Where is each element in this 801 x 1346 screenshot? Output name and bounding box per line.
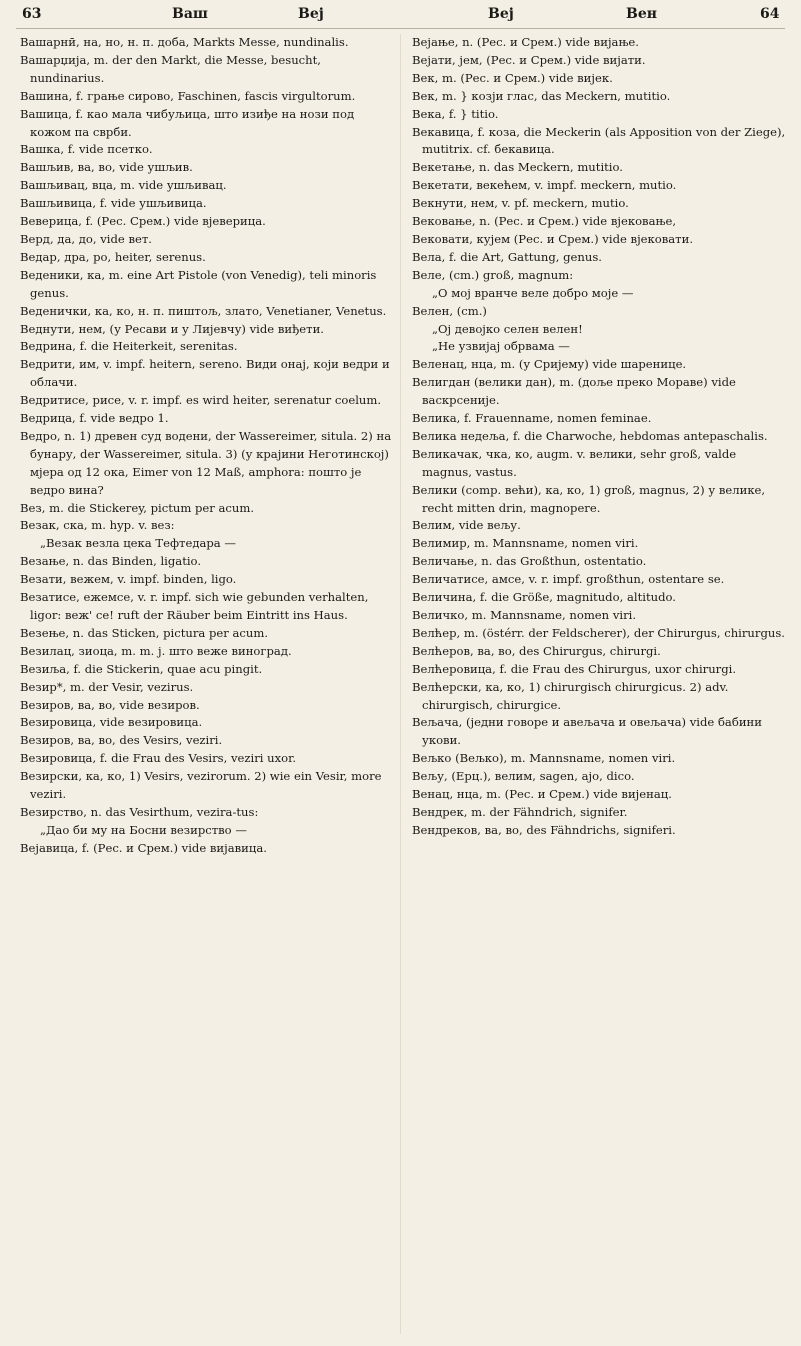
dictionary-entry: Векетати, векећем, v. impf. meckern, mutio. [412,178,677,193]
dictionary-entry: Век, m. (Рес. и Срем.) vide вијек. [412,70,613,85]
dictionary-entry: Вековати, кујем (Рес. и Срем.) vide вјековати. [412,231,694,246]
dictionary-entry: Ведар, дра, ро, heiter, serenus. [20,249,206,264]
quotation-line: „Ој девојко селен велен! [432,321,583,336]
header-rule [16,28,785,29]
dictionary-entry: Велћерски, ка, ко, 1) chirurgisch chirurgicus. 2) adv. chirurgisch, chirurgice. [412,679,729,712]
right-header-word-2: Вен [626,6,657,22]
dictionary-entry: Велики (comp. већи), ка, ко, 1) groß, magnus, 2) у велике, recht mitten drin, magnopere. [412,482,766,515]
dictionary-entry: Веденички, ка, ко, н. п. пиштољ, злато, Venetianer, Venetus. [20,303,387,318]
dictionary-entry: Веленац, нца, m. (у Сријему) vide шаренице. [412,357,687,372]
dictionary-entry: Вашица, f. као мала чибуљица, што изиђе на нози под кожом па сврби. [20,106,355,139]
dictionary-entry: Вашљив, ва, во, vide ушљив. [20,160,193,175]
dictionary-entry: Ведрица, f. vide ведро 1. [20,411,169,426]
dictionary-entry: Вела, f. die Art, Gattung, genus. [412,249,602,264]
dictionary-entry: Вашка, f. vide псетко. [20,142,153,157]
dictionary-entry: Везировица, f. die Frau des Vesirs, veziri uxor. [20,751,297,766]
dictionary-entry: Вашарџија, m. der den Markt, die Messe, besucht, nundinarius. [20,52,321,85]
dictionary-entry: Велигдан (велики дан), m. (доље преко Мораве) vide васкрсеније. [412,375,736,408]
dictionary-entry: Ведро, n. 1) древен суд водени, der Wassereimer, situla. 2) на бунару, der Wassereimer, situla. 3) (у крајини Неготинској) мјера од 12 ока, Eimer von 12 Maß, amphora: пошто је ведро вина? [20,428,392,497]
dictionary-entry: Величање, n. das Großthun, ostentatio. [412,554,647,569]
dictionary-entry: Верд, да, до, vide вет. [20,231,152,246]
dictionary-entry: Велимир, m. Mannsname, nomen viri. [412,536,639,551]
dictionary-entry: Век, m. } козји глас, das Meckern, mutitio. [412,88,671,103]
dictionary-entry: Велика, f. Frauenname, nomen feminae. [412,411,652,426]
dictionary-entry: Венац, нца, m. (Рес. и Срем.) vide вијенац. [412,787,672,802]
dictionary-entry: Вашарнӣ, на, но, н. п. доба, Markts Messe, nundinalis. [20,35,349,49]
quotation-line: „Дао би му на Босни везирство — [40,822,247,837]
dictionary-entry: Величатисе, амсе, v. r. impf. großthun, ostentare se. [412,572,725,587]
dictionary-entry: Везање, n. das Binden, ligatio. [20,554,202,569]
quotation-line: „Не узвијај обрвама — [432,339,570,354]
right-column [412,34,786,840]
dictionary-entry: Вејање, n. (Рес. и Срем.) vide вијање. [412,35,639,49]
quotation-line: „Везак везла цека Тефтедара — [40,536,236,551]
dictionary-entry: Везиља, f. die Stickerin, quae acu pingit. [20,661,263,676]
dictionary-entry: Везак, ска, m. hyp. v. вез: [20,518,175,533]
dictionary-entry: Векетање, n. das Meckern, mutitio. [412,160,623,175]
dictionary-entry: Ведрина, f. die Heiterkeit, serenitas. [20,339,238,354]
dictionary-entry: Вељу, (Ерц.), велим, sagen, ajo, dico. [412,769,635,784]
dictionary-entry: Велћеровица, f. die Frau des Chirurgus, uxor chirurgi. [412,661,737,676]
left-header-word-1: Ваш [172,6,208,22]
dictionary-entry: Веверица, f. (Рес. Срем.) vide вјеверица. [20,214,266,229]
dictionary-entry: Везатисе, ежемсе, v. r. impf. sich wie gebunden verhalten, ligor: веж' се! ruft der Räuber beim Eintritt ins Haus. [20,590,369,622]
dictionary-entry: Вељко (Вељко), m. Mannsname, nomen viri. [412,751,676,766]
dictionary-entry: Вејати, јем, (Рес. и Срем.) vide вијати. [412,52,646,67]
right-header-word-1: Веј [488,6,514,22]
dictionary-entry: Велћеров, ва, во, des Chirurgus, chirurgi. [412,643,661,658]
dictionary-entry: Везир*, m. der Vesir, vezirus. [20,679,194,694]
dictionary-entry: Ведрити, им, v. impf. heitern, sereno. Види онај, који ведри и облачи. [20,357,390,390]
dictionary-entry: Вашљивац, вца, m. vide ушљивац. [20,178,227,193]
dictionary-entry: Величина, f. die Größe, magnitudo, altitudo. [412,590,676,605]
dictionary-entry: Велика недеља, f. die Charwoche, hebdomas antepaschalis. [412,428,768,443]
dictionary-entry: Веле, (cm.) groß, magnum: [412,267,574,282]
dictionary-entry: Векнути, нем, v. pf. meckern, mutio. [412,196,629,211]
dictionary-entry: Велим, vide вељу. [412,518,521,533]
dictionary-entry: Века, f. } titio. [412,106,499,121]
dictionary-entry: Великачак, чка, ко, augm. v. велики, sehr groß, valde magnus, vastus. [412,446,737,479]
dictionary-entry: Велћер, m. (östérr. der Feldscherer), der Chirurgus, chirurgus. [412,625,785,640]
dictionary-entry: Ведритисе, рисе, v. r. impf. es wird heiter, serenatur coelum. [20,393,382,408]
dictionary-entry: Везиров, ва, во, vide везиров. [20,697,200,712]
dictionary-entry: Везиров, ва, во, des Vesirs, veziri. [20,733,223,748]
dictionary-entry: Веденики, ка, m. eine Art Pistole (von Venedig), teli minoris genus. [20,267,377,300]
dictionary-entry: Величко, m. Mannsname, nomen viri. [412,608,637,622]
right-page-number: 64 [760,6,780,22]
dictionary-entry: Вез, m. die Stickerey, pictum per acum. [20,500,255,515]
column-divider [400,34,401,1334]
dictionary-entry: Везировица, vide везировица. [20,715,203,730]
dictionary-entry: Везирски, ка, ко, 1) Vesirs, vezirorum. 2) wie ein Vesir, more veziri. [20,769,382,802]
left-page-number: 63 [22,6,42,22]
left-column [20,34,394,858]
dictionary-entry: Векавица, f. коза, die Meckerin (als Apposition von der Ziege), mutitrix. cf. бекавица. [412,124,786,157]
dictionary-entry: Велен, (cm.) [412,303,487,318]
quotation-line: „О мој вранче веле добро моје — [432,285,634,300]
dictionary-entry: Вековање, n. (Рес. и Срем.) vide вјековање, [412,214,677,229]
dictionary-entry: Везилац, зиоца, m. m. j. што веже виноград. [20,643,292,658]
dictionary-entry: Вендрек, m. der Fähndrich, signifer. [412,804,628,819]
dictionary-entry: Веднути, нем, (у Ресави и у Лијевчу) vide виђети. [20,321,324,336]
left-header-word-2: Веј [298,6,324,22]
dictionary-entry: Вејавица, f. (Рес. и Срем.) vide вијавица. [20,840,267,855]
dictionary-entry: Вашина, f. грање сирово, Faschinen, fascis virgultorum. [20,88,356,103]
dictionary-entry: Везење, n. das Sticken, pictura per acum. [20,625,269,640]
dictionary-entry: Вашљивица, f. vide ушљивица. [20,196,207,211]
dictionary-entry: Вељача, (једни говоре и авељача и овељача) vide бабини укови. [412,715,763,748]
dictionary-entry: Везати, вежем, v. impf. binden, ligo. [20,572,237,587]
dictionary-entry: Везирство, n. das Vesirthum, vezira-tus: [20,804,259,819]
dictionary-entry: Вендреков, ва, во, des Fähndrichs, signiferi. [412,822,676,837]
